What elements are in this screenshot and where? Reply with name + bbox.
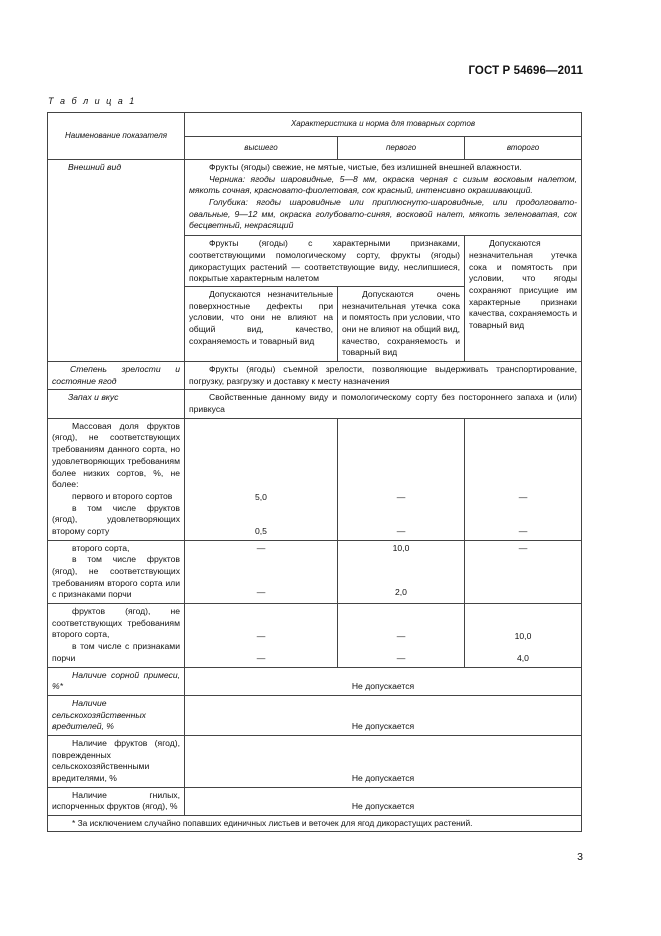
mass1-v2-first: —	[396, 525, 406, 536]
mass2-v2-first: 2,0	[395, 587, 407, 598]
row-name-ripeness: Степень зрелости и состояние ягод	[48, 362, 185, 390]
mass1-v1-premium: 5,0	[255, 492, 267, 503]
row-name-mass-first-second	[48, 418, 185, 540]
column-header-group: Характеристика и норма для товарных сортов	[185, 113, 582, 137]
mass1-sub2-label: в том числе фруктов (ягод), удовлетворяющих второму сорту	[52, 502, 180, 536]
mass1-values-second	[465, 418, 582, 540]
page-number: 3	[577, 851, 583, 863]
appearance-grades-1-2	[185, 236, 465, 287]
appearance-grade-first	[338, 286, 465, 361]
ripeness-value: Фрукты (ягоды) съемной зрелости, позволяющие выдерживать транспортирование, погрузку, разгрузку и доставку к месту назначения	[185, 362, 582, 390]
row-name-pests	[48, 695, 185, 735]
appearance-text-grade-second: Допускаются незначительная утечка сока и помятость при условии, что ягоды сохраняют присущие им характерные признаки качества, сохраняемость и товарный вид	[469, 238, 577, 330]
mass2-values-second	[465, 540, 582, 603]
mass2-v2-premium: —	[256, 587, 266, 598]
mass2-v1-premium: —	[256, 542, 266, 553]
mass2-v1-second: —	[518, 542, 528, 553]
column-header-name: Наименование показателя	[48, 113, 185, 160]
mass1-v2-second: —	[518, 525, 528, 536]
column-header-grade-first: первого	[338, 137, 465, 160]
mass3-values-first	[338, 604, 465, 667]
mass3-v1-first: —	[396, 631, 406, 642]
row-name-rotten	[48, 787, 185, 815]
mass2-sub1-label: второго сорта,	[72, 542, 130, 553]
mass1-sub1-label: первого и второго сортов	[72, 490, 173, 501]
quality-table	[47, 112, 582, 832]
appearance-text-bilberry: Голубика: ягоды шаровидные или приплюснуто-шаровидные, или продолговато-овальные, 9—12 мм, окраска голубовато-синяя, восковой налет, мякоть зеленоватая, сок бесцветный, некрасящий	[189, 197, 577, 231]
damaged-label: Наличие фруктов (ягод), поврежденных сельскохозяйственными вредителями, %	[52, 737, 180, 783]
mass3-v2-first: —	[396, 652, 406, 663]
mass3-sub1-label: фруктов (ягод), не соответствующих требованиям второго сорта,	[52, 606, 180, 640]
row-name-weeds: Наличие сорной примеси, %*	[48, 667, 185, 695]
standard-designation: ГОСТ Р 54696—2011	[468, 65, 583, 77]
mass1-v1-second: —	[518, 492, 528, 503]
row-name-appearance: Внешний вид	[48, 160, 185, 362]
weeds-value: Не допускается	[185, 667, 582, 695]
mass2-values-premium	[185, 540, 338, 603]
table-footnote: * За исключением случайно попавших единичных листьев и веточек для ягод дикорастущих растений.	[48, 816, 582, 832]
mass3-v1-premium: —	[256, 631, 266, 642]
appearance-text-grade-first: Допускаются очень незначительная утечка сока и помятость при условии, что они не влияют на общий вид, качество, сохраняемость и товарный вид	[342, 288, 460, 358]
table-caption: Т а б л и ц а 1	[48, 96, 137, 106]
mass3-sub2-label: в том числе с признаками порчи	[52, 641, 180, 663]
smell-value: Свойственные данному виду и помологическому сорту без постороннего запаха и (или) привкуса	[185, 390, 582, 418]
column-header-grade-premium: высшего	[185, 137, 338, 160]
row-name-mass-second	[48, 540, 185, 603]
mass2-sub2-label: в том числе фруктов (ягод), не соответствующих требованиям второго сорта или с признаками порчи	[52, 554, 180, 600]
appearance-grade-premium	[185, 286, 338, 361]
mass1-v2-premium: 0,5	[255, 525, 267, 536]
column-header-grade-second: второго	[465, 137, 582, 160]
mass-intro-text: Массовая доля фруктов (ягод), не соответствующих требованиям данного сорта, но удовлетворяющих требованиям более низких сортов, %, не более:	[52, 420, 180, 490]
mass3-v1-second: 10,0	[514, 631, 532, 642]
appearance-text-grade-premium: Допускаются незначительные поверхностные дефекты при условии, что они не влияют на общий вид, качество, сохраняемость и товарный вид	[189, 288, 333, 346]
appearance-text-blueberry: Черника: ягоды шаровидные, 5—8 мм, окраска черная с сизым восковым налетом, мякоть сочная, красновато-фиолетовая, сок красный, интенсивно окрашивающий.	[189, 173, 577, 196]
pests-value: Не допускается	[185, 695, 582, 735]
mass1-values-first	[338, 418, 465, 540]
mass3-values-premium	[185, 604, 338, 667]
row-name-damaged	[48, 735, 185, 787]
appearance-general	[185, 160, 582, 236]
mass3-values-second	[465, 604, 582, 667]
appearance-text-general: Фрукты (ягоды) свежие, не мятые, чистые, без излишней внешней влажности.	[209, 162, 522, 172]
appearance-text-characteristics: Фрукты (ягоды) с характерными признаками, соответствующими помологическому сорту, фрукты (ягоды) дикорастущих растений — соответствующие виду, неслипшиеся, покрытые характерным налетом	[189, 238, 460, 284]
mass3-v2-premium: —	[256, 652, 266, 663]
pests-label: Наличие сельскохозяйственных вредителей, %	[52, 697, 146, 732]
damaged-value: Не допускается	[185, 735, 582, 787]
rotten-value: Не допускается	[185, 787, 582, 815]
row-name-smell: Запах и вкус	[48, 390, 185, 418]
mass1-values-premium	[185, 418, 338, 540]
rotten-label: Наличие гнилых, испорченных фруктов (ягод), %	[52, 789, 180, 812]
appearance-grade-second	[465, 236, 582, 362]
mass2-values-first	[338, 540, 465, 603]
row-name-mass-non-conforming	[48, 604, 185, 667]
mass3-v2-second: 4,0	[517, 652, 529, 663]
mass1-v1-first: —	[396, 492, 406, 503]
mass2-v1-first: 10,0	[392, 542, 410, 553]
